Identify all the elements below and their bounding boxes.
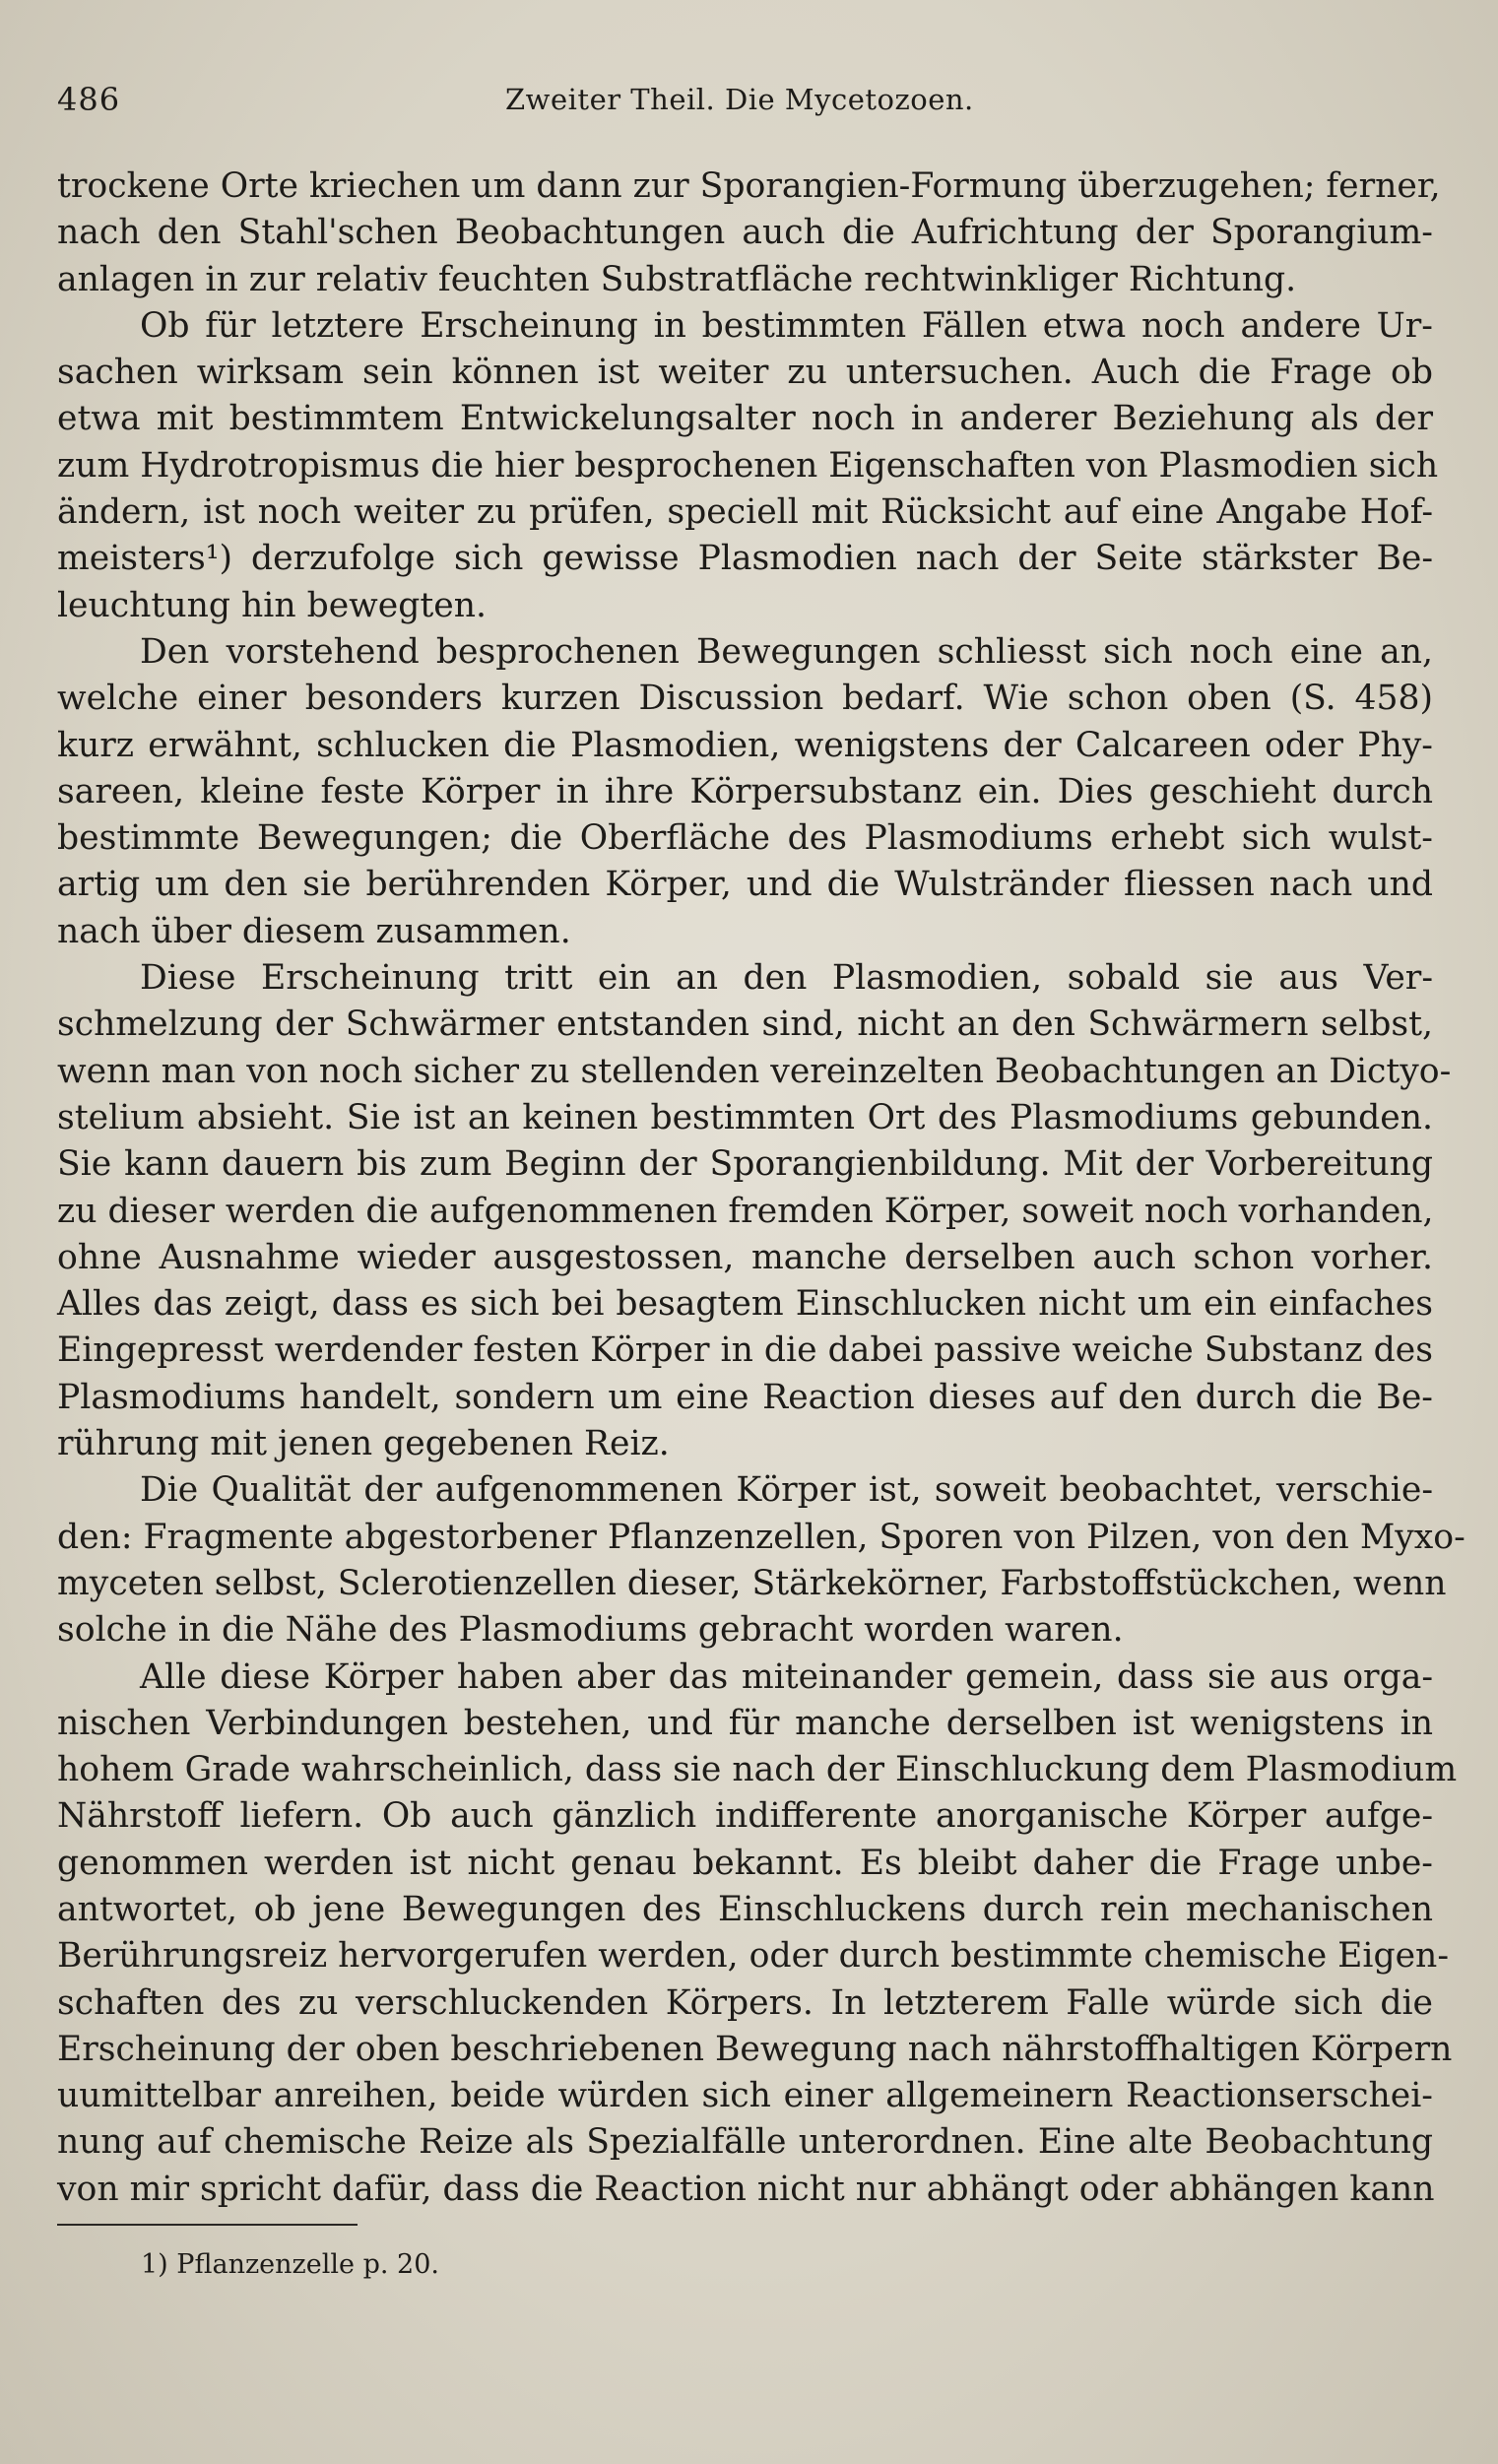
text-line: ohne Ausnahme wieder ausgestossen, manche derselben auch schon vorher. xyxy=(57,1237,1433,1277)
text-line: Ob für letztere Erscheinung in bestimmten Fällen etwa noch andere Ur- xyxy=(140,305,1433,346)
text-line: wenn man von noch sicher zu stellenden vereinzelten Beobachtungen an Dictyo- xyxy=(57,1051,1452,1091)
paragraph xyxy=(57,303,1439,629)
paragraph xyxy=(57,1467,1465,1653)
text-line: Erscheinung der oben beschriebenen Bewegung nach nährstoffhaltigen Körpern xyxy=(57,2029,1453,2069)
text-line: zum Hydrotropismus die hier besprochenen Eigenschaften von Plasmodien sich xyxy=(57,445,1439,486)
text-line: ändern, ist noch weiter zu prüfen, speciell mit Rücksicht auf eine Angabe Hof- xyxy=(57,492,1433,533)
text-line: etwa mit bestimmtem Entwickelungsalter noch in anderer Beziehung als der xyxy=(57,399,1433,439)
text-line: Nährstoff liefern. Ob auch gänzlich indifferente anorganische Körper aufge- xyxy=(57,1796,1433,1837)
text-line: trockene Orte kriechen um dann zur Sporangien-Formung überzugehen; ferner, xyxy=(57,166,1441,206)
page-header xyxy=(57,81,1439,120)
text-line: genommen werden ist nicht genau bekannt. Es bleibt daher die Frage unbe- xyxy=(57,1843,1433,1883)
text-line: den: Fragmente abgestorbener Pflanzenzellen, Sporen von Pilzen, von den Myxo- xyxy=(57,1517,1465,1557)
paragraph xyxy=(57,955,1452,1467)
text-line: von mir spricht dafür, dass die Reaction nicht nur abhängt oder abhängen kann xyxy=(57,2169,1435,2209)
text-line: Eingepresst werdender festen Körper in die dabei passive weiche Substanz des xyxy=(57,1330,1433,1371)
text-line: stelium absieht. Sie ist an keinen bestimmten Ort des Plasmodiums gebunden. xyxy=(57,1097,1433,1137)
text-line: meisters¹) derzufolge sich gewisse Plasmodien nach der Seite stärkster Be- xyxy=(57,539,1433,579)
text-line: sachen wirksam sein können ist weiter zu untersuchen. Auch die Frage ob xyxy=(57,353,1433,393)
text-line: bestimmte Bewegungen; die Oberfläche des Plasmodiums erhebt sich wulst- xyxy=(57,818,1433,859)
text-line: Den vorstehend besprochenen Bewegungen schliesst sich noch eine an, xyxy=(140,631,1433,672)
text-line: nach den Stahl'schen Beobachtungen auch die Aufrichtung der Sporangium- xyxy=(57,213,1433,253)
text-line: artig um den sie berührenden Körper, und die Wulstränder fliessen nach und xyxy=(57,865,1433,905)
text-line: Die Qualität der aufgenommenen Körper ist, soweit beobachtet, verschie- xyxy=(140,1470,1433,1511)
text-line: schmelzung der Schwärmer entstanden sind, nicht an den Schwärmern selbst, xyxy=(57,1005,1433,1045)
text-line: uumittelbar anreihen, beide würden sich einer allgemeinern Reactionserschei- xyxy=(57,2076,1433,2116)
paragraph xyxy=(57,629,1433,955)
running-head: Zweiter Theil. Die Mycetozoen. xyxy=(505,83,974,116)
text-line: hohem Grade wahrscheinlich, dass sie nach der Einschluckung dem Plasmodium xyxy=(57,1750,1458,1790)
text-line: antwortet, ob jene Bewegungen des Einschluckens durch rein mechanischen xyxy=(57,1889,1433,1929)
text-line: leuchtung hin bewegten. xyxy=(57,585,487,625)
text-line: welche einer besonders kurzen Discussion bedarf. Wie schon oben (S. 458) xyxy=(57,679,1433,719)
footnote-rule xyxy=(57,2224,358,2226)
text-line: Berührungsreiz hervorgerufen werden, oder durch bestimmte chemische Eigen- xyxy=(57,1936,1450,1977)
text-line: nung auf chemische Reize als Spezialfälle unterordnen. Eine alte Beobachtung xyxy=(57,2122,1433,2163)
text-line: zu dieser werden die aufgenommenen fremden Körper, soweit noch vorhanden, xyxy=(57,1191,1434,1231)
page-number: 486 xyxy=(57,81,121,118)
footnote: 1) Pflanzenzelle p. 20. xyxy=(141,2249,439,2280)
paragraph xyxy=(57,1654,1458,2214)
text-line: nach über diesem zusammen. xyxy=(57,911,571,951)
text-line: Diese Erscheinung tritt ein an den Plasmodien, sobald sie aus Ver- xyxy=(140,958,1433,999)
text-line: sareen, kleine feste Körper in ihre Körpersubstanz ein. Dies geschieht durch xyxy=(57,771,1433,811)
text-line: schaften des zu verschluckenden Körpers. In letzterem Falle würde sich die xyxy=(57,1982,1433,2023)
text-line: Alles das zeigt, dass es sich bei besagtem Einschlucken nicht um ein einfaches xyxy=(57,1284,1433,1325)
text-line: solche in die Nähe des Plasmodiums gebracht worden waren. xyxy=(57,1610,1124,1651)
text-line: myceten selbst, Sclerotienzellen dieser, Stärkekörner, Farbstoffstückchen, wenn xyxy=(57,1563,1447,1603)
body-text xyxy=(57,163,1465,2213)
text-line: Alle diese Körper haben aber das miteinander gemein, dass sie aus orga- xyxy=(140,1656,1433,1697)
text-line: Plasmodiums handelt, sondern um eine Reaction dieses auf den durch die Be- xyxy=(57,1377,1433,1417)
text-line: nischen Verbindungen bestehen, und für manche derselben ist wenigstens in xyxy=(57,1703,1433,1743)
text-line: rührung mit jenen gegebenen Reiz. xyxy=(57,1424,670,1464)
text-line: anlagen in zur relativ feuchten Substratfläche rechtwinkliger Richtung. xyxy=(57,259,1297,299)
paragraph xyxy=(57,163,1441,303)
text-line: kurz erwähnt, schlucken die Plasmodien, wenigstens der Calcareen oder Phy- xyxy=(57,725,1433,765)
text-line: Sie kann dauern bis zum Beginn der Sporangienbildung. Mit der Vorbereitung xyxy=(57,1144,1433,1185)
